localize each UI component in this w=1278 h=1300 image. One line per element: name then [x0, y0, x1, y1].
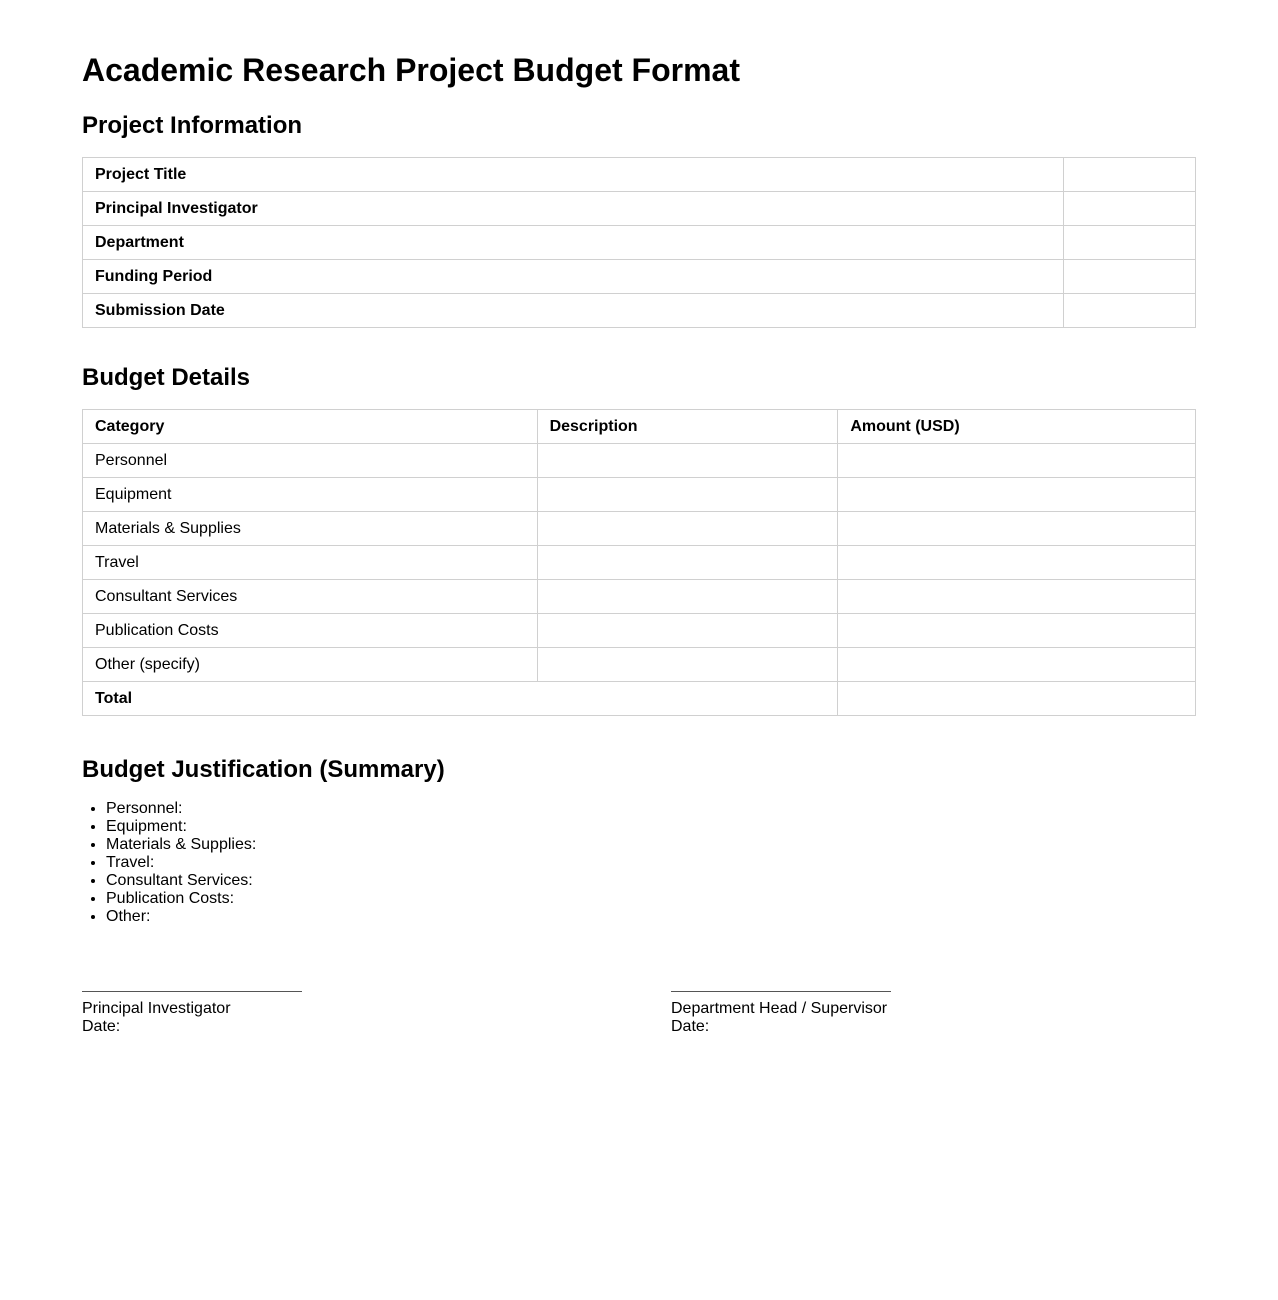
table-row	[83, 546, 1196, 580]
signature-date-label: Date:	[671, 1018, 710, 1035]
table-row	[83, 192, 1196, 226]
list-item: • Travel:	[106, 854, 256, 872]
signature-block-supervisor	[671, 991, 891, 1036]
table-row	[83, 614, 1196, 648]
amount-cell[interactable]	[838, 580, 1196, 614]
category-cell: Personnel	[83, 444, 538, 478]
list-item: • Consultant Services:	[106, 872, 256, 890]
signature-role-label: Principal Investigator	[82, 1000, 231, 1017]
amount-cell[interactable]	[838, 648, 1196, 682]
project-info-table	[82, 157, 1196, 328]
signature-date-label: Date:	[82, 1018, 121, 1035]
table-row	[83, 260, 1196, 294]
table-row	[83, 226, 1196, 260]
category-cell: Consultant Services	[83, 580, 538, 614]
amount-cell[interactable]	[838, 444, 1196, 478]
budget-details-table	[82, 409, 1196, 716]
category-cell: Travel	[83, 546, 538, 580]
table-row	[83, 648, 1196, 682]
signature-line[interactable]	[671, 991, 891, 992]
category-cell: Other (specify)	[83, 648, 538, 682]
list-item: • Materials & Supplies:	[106, 836, 256, 854]
signature-role-label: Department Head / Supervisor	[671, 1000, 888, 1017]
description-cell[interactable]	[537, 444, 838, 478]
list-item: • Personnel:	[106, 800, 256, 818]
column-header-amount: Amount (USD)	[838, 410, 1196, 444]
description-cell[interactable]	[537, 512, 838, 546]
description-cell[interactable]	[537, 580, 838, 614]
list-item: • Publication Costs:	[106, 890, 256, 908]
amount-cell[interactable]	[838, 512, 1196, 546]
department-value[interactable]	[1064, 226, 1196, 260]
amount-cell[interactable]	[838, 478, 1196, 512]
table-row	[83, 580, 1196, 614]
total-amount-cell[interactable]	[838, 682, 1196, 716]
description-cell[interactable]	[537, 478, 838, 512]
category-cell: Equipment	[83, 478, 538, 512]
budget-details-heading: Budget Details	[82, 364, 251, 391]
description-cell[interactable]	[537, 648, 838, 682]
description-cell[interactable]	[537, 614, 838, 648]
department-label: Department	[83, 226, 1064, 260]
column-header-category: Category	[83, 410, 538, 444]
page-title: Academic Research Project Budget Format	[82, 52, 740, 88]
project-title-value[interactable]	[1064, 158, 1196, 192]
column-header-description: Description	[537, 410, 838, 444]
funding-period-label: Funding Period	[83, 260, 1064, 294]
total-label: Total	[83, 682, 838, 716]
funding-period-value[interactable]	[1064, 260, 1196, 294]
table-header-row	[83, 410, 1196, 444]
submission-date-value[interactable]	[1064, 294, 1196, 328]
list-item: • Equipment:	[106, 818, 256, 836]
amount-cell[interactable]	[838, 614, 1196, 648]
principal-investigator-label: Principal Investigator	[83, 192, 1064, 226]
list-item: • Other:	[106, 908, 256, 926]
signature-line[interactable]	[82, 991, 302, 992]
signature-block-pi	[82, 991, 302, 1036]
principal-investigator-value[interactable]	[1064, 192, 1196, 226]
total-row	[83, 682, 1196, 716]
submission-date-label: Submission Date	[83, 294, 1064, 328]
table-row	[83, 444, 1196, 478]
project-info-heading: Project Information	[82, 112, 303, 139]
table-row	[83, 158, 1196, 192]
amount-cell[interactable]	[838, 546, 1196, 580]
table-row	[83, 294, 1196, 328]
project-title-label: Project Title	[83, 158, 1064, 192]
table-row	[83, 478, 1196, 512]
category-cell: Materials & Supplies	[83, 512, 538, 546]
description-cell[interactable]	[537, 546, 838, 580]
category-cell: Publication Costs	[83, 614, 538, 648]
budget-justification-heading: Budget Justification (Summary)	[82, 756, 445, 783]
table-row	[83, 512, 1196, 546]
justification-list	[82, 800, 256, 926]
